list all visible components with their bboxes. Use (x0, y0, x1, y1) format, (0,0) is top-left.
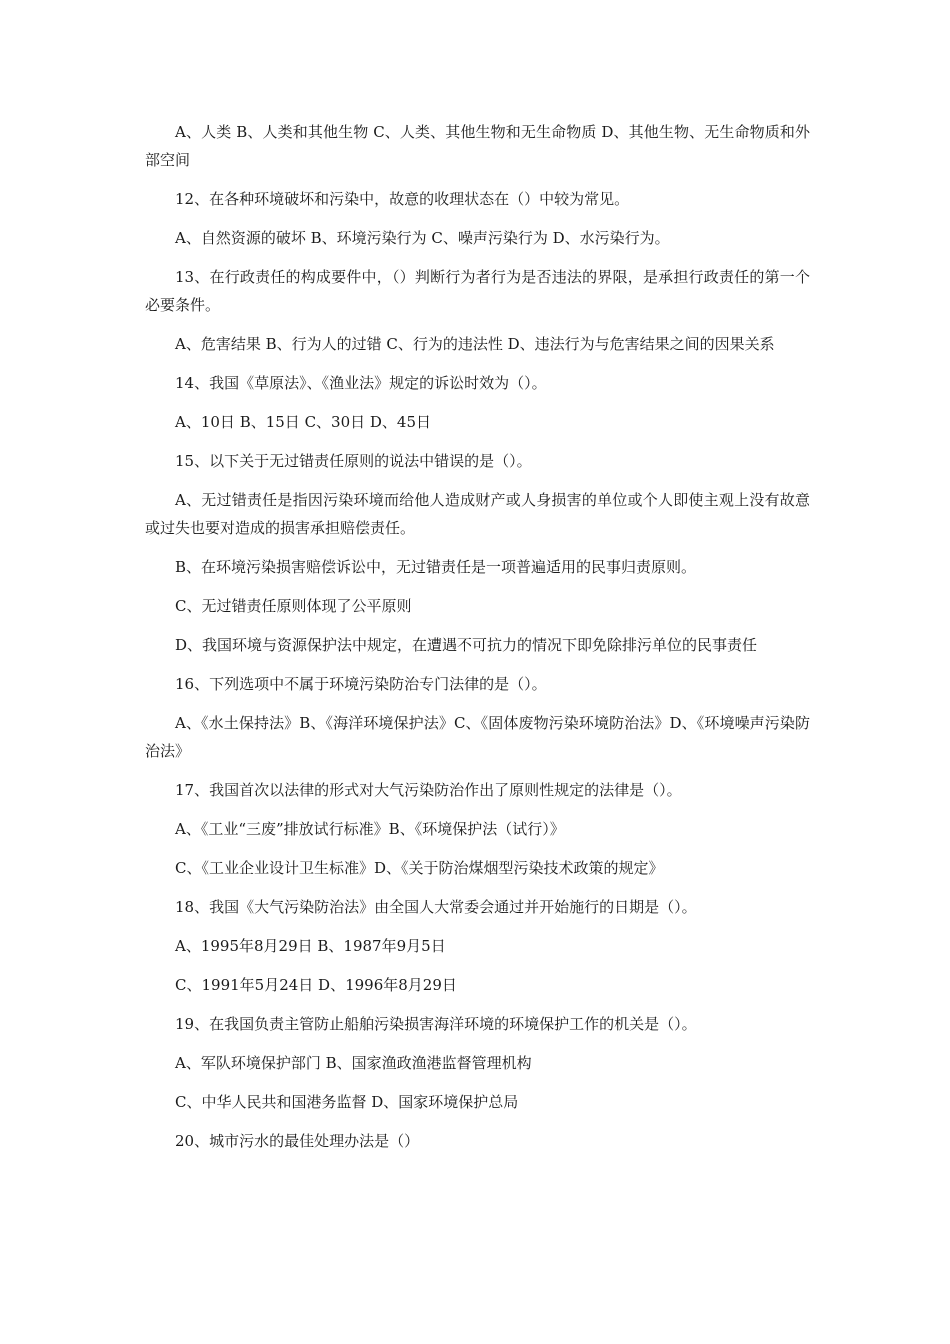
question-14: 14、我国《草原法》、《渔业法》规定的诉讼时效为（）。 (175, 374, 547, 392)
question-18: 18、我国《大气污染防治法》由全国人大常委会通过并开始施行的日期是（）。 (175, 898, 697, 916)
answer-option-q15-c: C、无过错责任原则体现了公平原则 (175, 597, 412, 615)
question-17: 17、我国首次以法律的形式对大气污染防治作出了原则性规定的法律是（）。 (175, 781, 682, 799)
question-12: 12、在各种环境破坏和污染中，故意的收理状态在（）中较为常见。 (175, 190, 630, 208)
answer-options-q19-cd: C、中华人民共和国港务监督 D、国家环境保护总局 (175, 1093, 519, 1111)
answer-options-q11: A、人类 B、人类和其他生物 C、人类、其他生物和无生命物质 D、其他生物、无生命物质和外部空间 (145, 123, 810, 169)
answer-options-q18-ab: A、1995年8月29日 B、1987年9月5日 (175, 937, 446, 955)
answer-option-q15-b: B、在环境污染损害赔偿诉讼中，无过错责任是一项普遍适用的民事归责原则。 (175, 558, 697, 576)
answer-options-q12: A、自然资源的破坏 B、环境污染行为 C、噪声污染行为 D、水污染行为。 (175, 229, 670, 247)
answer-options-q17-cd: C、《工业企业设计卫生标准》D、《关于防治煤烟型污染技术政策的规定》 (175, 859, 664, 877)
question-15: 15、以下关于无过错责任原则的说法中错误的是（）。 (175, 452, 532, 470)
answer-options-q18-cd: C、1991年5月24日 D、1996年8月29日 (175, 976, 457, 994)
question-20: 20、城市污水的最佳处理办法是（） (175, 1132, 420, 1150)
question-19: 19、在我国负责主管防止船舶污染损害海洋环境的环境保护工作的机关是（）。 (175, 1015, 697, 1033)
answer-options-q16: A、《水土保持法》B、《海洋环境保护法》C、《固体废物污染环境防治法》D、《环境噪声污染防治法》 (145, 714, 810, 760)
answer-option-q15-d: D、我国环境与资源保护法中规定，在遭遇不可抗力的情况下即免除排污单位的民事责任 (175, 636, 758, 654)
answer-options-q13: A、危害结果 B、行为人的过错 C、行为的违法性 D、违法行为与危害结果之间的因果关系 (175, 335, 775, 353)
question-16: 16、下列选项中不属于环境污染防治专门法律的是（）。 (175, 675, 547, 693)
answer-options-q19-ab: A、军队环境保护部门 B、国家渔政渔港监督管理机构 (175, 1054, 532, 1072)
answer-option-q15-a: A、无过错责任是指因污染环境而给他人造成财产或人身损害的单位或个人即使主观上没有故意或过失也要对造成的损害承担赔偿责任。 (145, 491, 810, 537)
answer-options-q14: A、10日 B、15日 C、30日 D、45日 (175, 413, 432, 431)
question-13: 13、在行政责任的构成要件中，（）判断行为者行为是否违法的界限，是承担行政责任的第一个必要条件。 (145, 268, 810, 314)
document-body (145, 118, 810, 1166)
answer-options-q17-ab: A、《工业“三废”排放试行标准》B、《环境保护法（试行）》 (175, 820, 565, 838)
